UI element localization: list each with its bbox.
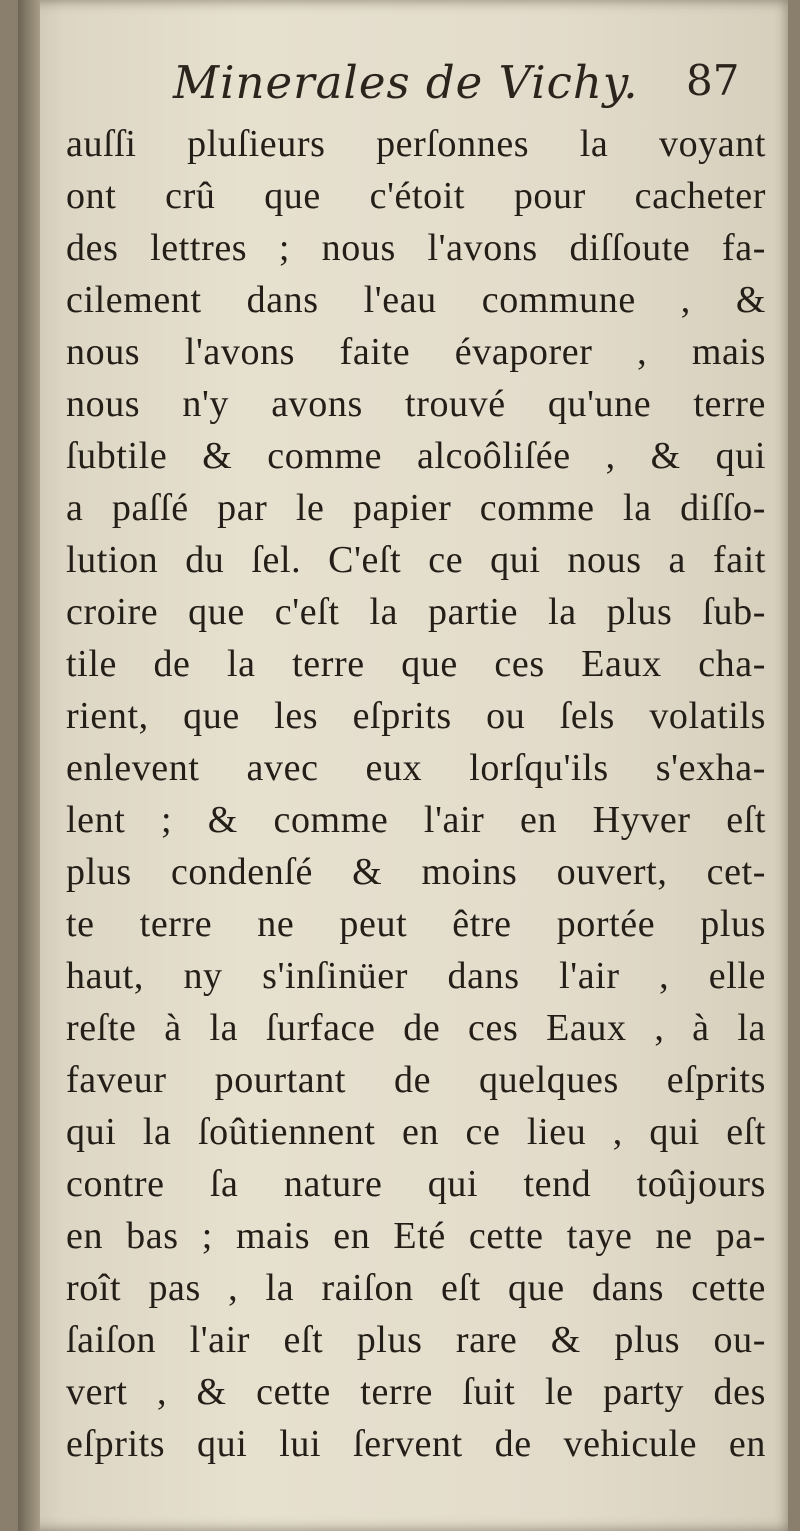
- text-line: plus condenſé & moins ouvert, cet-: [66, 851, 766, 893]
- body-text: [66, 118, 766, 1470]
- text-line: auſſi pluſieurs perſonnes la voyant: [66, 123, 766, 165]
- text-line: tile de la terre que ces Eaux cha-: [66, 643, 766, 685]
- text-line: vert , & cette terre ſuit le party des: [66, 1371, 766, 1413]
- text-line: qui la ſoûtiennent en ce lieu , qui eſt: [66, 1111, 766, 1153]
- text-line: lent ; & comme l'air en Hyver eſt: [66, 799, 766, 841]
- page-gutter: [18, 0, 40, 1531]
- text-line: en bas ; mais en Eté cette taye ne pa-: [66, 1215, 766, 1257]
- text-line: ſubtile & comme alcoôliſée , & qui: [66, 435, 766, 477]
- text-line: te terre ne peut être portée plus: [66, 903, 766, 945]
- text-line: nous n'y avons trouvé qu'une terre: [66, 383, 766, 425]
- text-line: eſprits qui lui ſervent de vehicule en: [66, 1423, 766, 1465]
- text-line: rient, que les eſprits ou ſels volatils: [66, 695, 766, 737]
- text-line: nous l'avons faite évaporer , mais: [66, 331, 766, 373]
- text-line: enlevent avec eux lorſqu'ils s'exha-: [66, 747, 766, 789]
- text-line: lution du ſel. C'eſt ce qui nous a fait: [66, 539, 766, 581]
- text-line: faveur pourtant de quelques eſprits: [66, 1059, 766, 1101]
- page-header: [18, 48, 788, 118]
- text-line: ſaiſon l'air eſt plus rare & plus ou-: [66, 1319, 766, 1361]
- page-number: 87: [686, 56, 740, 105]
- running-title: Minerales de Vichy.: [173, 56, 639, 109]
- book-page: [18, 0, 788, 1531]
- text-line: haut, ny s'inſinüer dans l'air , elle: [66, 955, 766, 997]
- text-line: reſte à la ſurface de ces Eaux , à la: [66, 1007, 766, 1049]
- text-line: cilement dans l'eau commune , &: [66, 279, 766, 321]
- text-line: ont crû que c'étoit pour cacheter: [66, 175, 766, 217]
- text-line: a paſſé par le papier comme la diſſo-: [66, 487, 766, 529]
- text-line: contre ſa nature qui tend toûjours: [66, 1163, 766, 1205]
- text-line: des lettres ; nous l'avons diſſoute fa-: [66, 227, 766, 269]
- text-line: roît pas , la raiſon eſt que dans cette: [66, 1267, 766, 1309]
- text-line: croire que c'eſt la partie la plus ſub-: [66, 591, 766, 633]
